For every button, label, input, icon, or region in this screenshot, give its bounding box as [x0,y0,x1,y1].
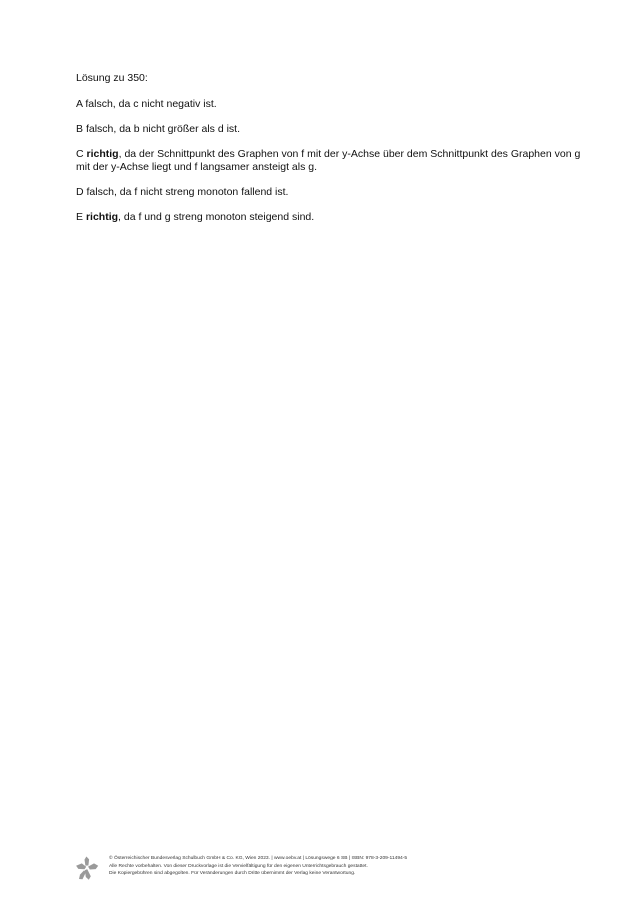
footer-line-disclaimer: Die Kopiergebühren sind abgegolten. Für Veränderungen durch Dritte übernimmt der Verlag keine Verantwortung. [109,871,356,877]
answer-e-status: richtig [85,211,119,223]
answer-c-status: richtig [86,148,119,160]
answer-a-status: falsch [85,98,113,110]
answer-a-letter: A [76,98,83,110]
footer-line-copyright: © Österreichischer Bundesverlag Schulbuch GmbH & Co. KG, Wien 2023. | www.oebv.at | Lösungswege 6 SB | ISBN: 978-3-209-11494-5 [109,856,408,861]
answer-c-letter: C [76,148,84,160]
answer-c-reason: , da der Schnittpunkt des Graphen von f mit der y-Achse über dem Schnittpunkt des Graphen von g mit der y-Achse liegt und f langsamer ansteigt als g. [76,148,581,173]
answer-d-status: falsch [86,186,114,198]
answer-b-reason: , da b nicht größer als d ist. [113,123,241,135]
answer-a-reason: , da c nicht negativ ist. [112,98,217,110]
answer-e-letter: E [76,211,84,223]
copyright-footer [74,852,574,884]
answer-a [76,98,596,111]
solution-content [76,72,596,236]
answer-c [76,148,596,174]
answer-d [76,186,596,199]
answer-b-letter: B [76,123,84,135]
answer-b-status: falsch [85,123,114,135]
answer-d-reason: , da f nicht streng monoton fallend ist. [113,186,289,198]
answer-e-reason: , da f und g streng monoton steigend sind. [118,211,315,223]
footer-copyright-text [109,855,529,878]
answer-e [76,211,596,224]
answer-b [76,123,596,136]
answer-d-letter: D [76,186,84,198]
solution-heading: Lösung zu 350: [76,72,148,84]
footer-line-rights: Alle Rechte vorbehalten. Von dieser Druckvorlage ist die Vervielfältigung für den eigenen Unterrichtsgebrauch gestattet. [109,863,368,869]
publisher-asterisk-logo-icon [74,855,100,881]
